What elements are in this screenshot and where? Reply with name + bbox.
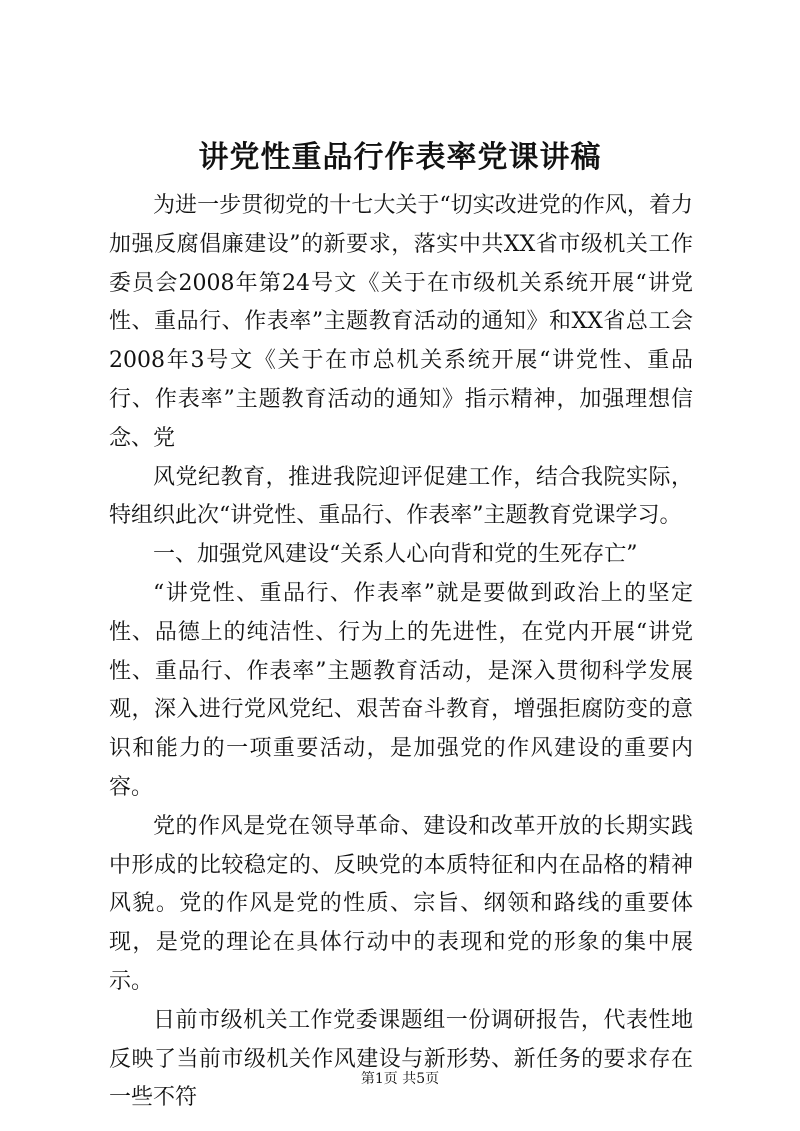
section-heading-1: 一、加强党风建设“关系人心向背和党的生死存亡”: [153, 542, 638, 568]
paragraph-report: 日前市级机关工作党委课题组一份调研报告，代表性地反映了当前市级机关作风建设与新形势、新任务的要求存在一些不符: [109, 1007, 693, 1111]
paragraph-definition: “讲党性、重品行、作表率”就是要做到政治上的坚定性、品德上的纯洁性、行为上的先进性，在党内开展“讲党性、重品行、作表率”主题教育活动，是深入贯彻科学发展观，深入进行党风党纪、艰苦奋斗教育，增强拒腐防变的意识和能力的一项重要活动，是加强党的作风建设的重要内容。: [109, 580, 693, 800]
paragraph-purpose: 风党纪教育，推进我院迎评促建工作，结合我院实际，特组织此次“讲党性、重品行、作表率”主题教育党课学习。: [109, 464, 693, 529]
document-title: 讲党性重品行作表率党课讲稿: [198, 140, 602, 175]
document-body: [109, 187, 693, 1118]
paragraph-intro: 为进一步贯彻党的十七大关于“切实改进党的作风，着力加强反腐倡廉建设”的新要求，落实中共XX省市级机关工作委员会2008年第24号文《关于在市级机关系统开展“讲党性、重品行、作表率”主题教育活动的通知》和XX省总工会2008年3号文《关于在市总机关系统开展“讲党性、重品行、作表率”主题教育活动的通知》指示精神，加强理想信念、党: [109, 193, 693, 451]
page-number-footer: 第1页 共5页: [360, 1071, 440, 1087]
paragraph-party-style: 党的作风是党在领导革命、建设和改革开放的长期实践中形成的比较稳定的、反映党的本质特征和内在品格的精神风貌。党的作风是党的性质、宗旨、纲领和路线的重要体现，是党的理论在具体行动中的表现和党的形象的集中展示。: [109, 813, 693, 994]
